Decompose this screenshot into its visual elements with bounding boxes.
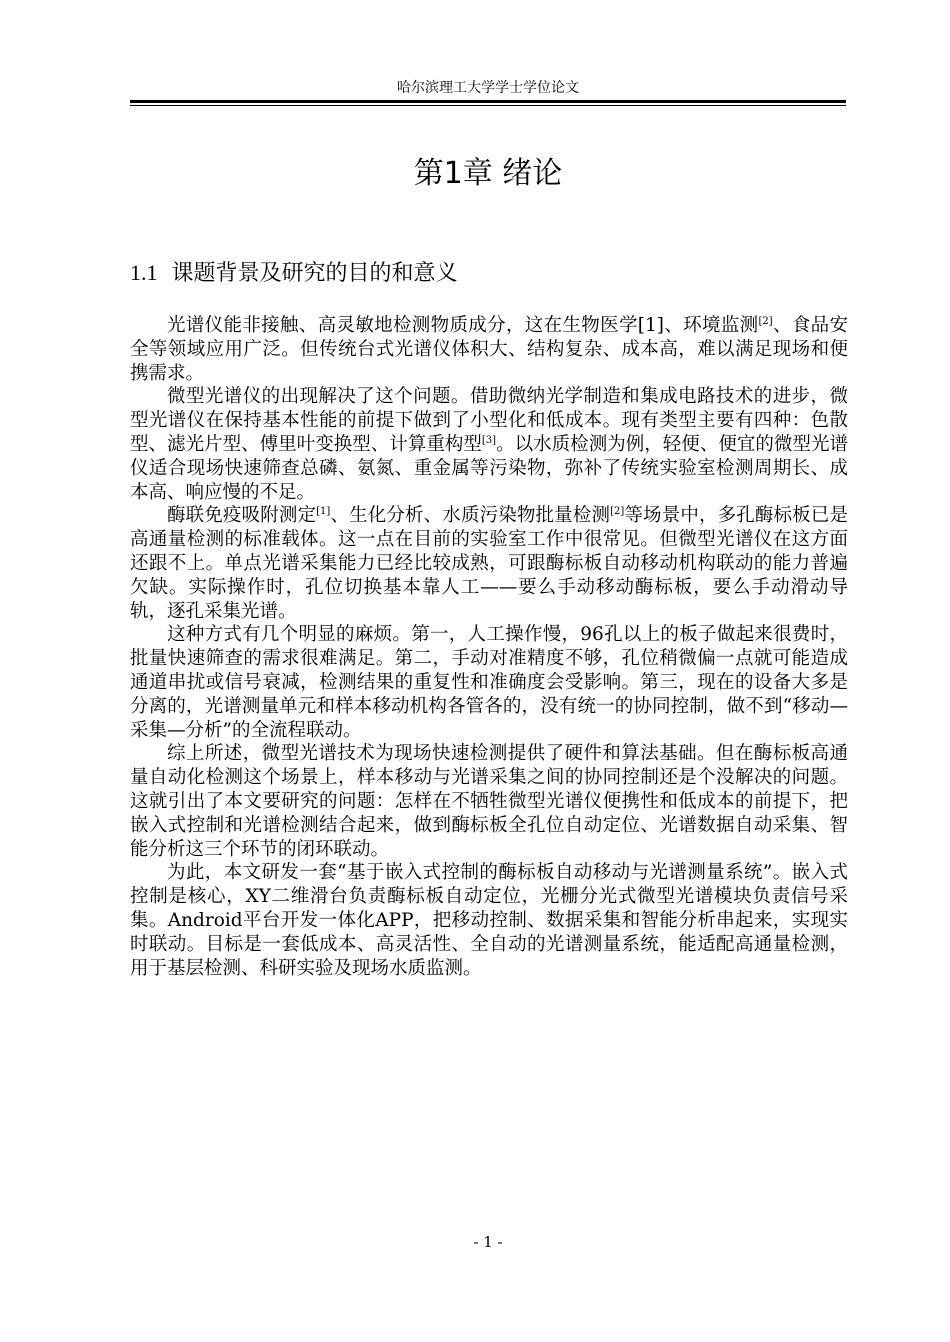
header-rule-thick bbox=[130, 100, 846, 103]
header-rule-thin bbox=[130, 105, 846, 106]
citation-ref: [3] bbox=[481, 434, 497, 446]
paragraph-text: 、食品安全等领域应用广泛。但传统台式光谱仪体积大、结构复杂、成本高，难以满足现场和便携需求。 bbox=[130, 315, 848, 384]
paragraph-4 bbox=[130, 623, 848, 742]
paragraph-text: 、生化分析、水质污染物批量检测 bbox=[330, 505, 611, 527]
paragraph-text: 综上所述，微型光谱技术为现场快速检测提供了硬件和算法基础。但在酶标板高通量自动化检测这个场景上，样本移动与光谱采集之间的协同控制还是个没解决的问题。这就引出了本文要研究的问题：怎样在不牺牲微型光谱仪便携性和低成本的前提下，把嵌入式控制和光谱检测结合起来，做到酶标板全孔位自动定位、光谱数据自动采集、智能分析这三个环节的闭环联动。 bbox=[130, 743, 848, 860]
running-header: 哈尔滨理工大学学士学位论文 bbox=[397, 80, 579, 96]
section-title: 课题背景及研究的目的和意义 bbox=[171, 261, 458, 286]
body-text bbox=[130, 314, 848, 980]
paragraph-5 bbox=[130, 742, 848, 861]
paragraph-text: 这种方式有几个明显的麻烦。第一，人工操作慢，96孔以上的板子做起来很费时，批量快速筛查的需求很难满足。第二，手动对准精度不够，孔位稍微偏一点就可能造成通道串扰或信号衰减，检测结果的重复性和准确度会受影响。第三，现在的设备大多是分离的，光谱测量单元和样本移动机构各管各的，没有统一的协同控制，做不到“移动—采集—分析”的全流程联动。 bbox=[130, 624, 848, 741]
paragraph-text: 微型光谱仪的出现解决了这个问题。借助微纳光学制造和集成电路技术的进步，微型光谱仪在保持基本性能的前提下做到了小型化和低成本。现有类型主要有四种：色散型、滤光片型、傅里叶变换型、计算重构型 bbox=[130, 386, 848, 455]
section-heading bbox=[130, 256, 846, 291]
paragraph-text: 为此，本文研发一套“基于嵌入式控制的酶标板自动移动与光谱测量系统”。嵌入式控制是核心，XY二维滑台负责酶标板自动定位，光栅分光式微型光谱模块负责信号采集。Android平台开发一体化APP，把移动控制、数据采集和智能分析串起来，实现实时联动。目标是一套低成本、高灵活性、全自动的光谱测量系统，能适配高通量检测，用于基层检测、科研实验及现场水质监测。 bbox=[130, 862, 848, 979]
citation-ref: [2] bbox=[758, 316, 773, 327]
paragraph-text: 等场景中，多孔酶标板已是高通量检测的标准载体。这一点在目前的实验室工作中很常见。但微型光谱仪在这方面还跟不上。单点光谱采集能力已经比较成熟，可跟酶标板自动移动机构联动的能力普遍欠缺。实际操作时，孔位切换基本靠人工——要么手动移动酶标板，要么手动滑动导轨，逐孔采集光谱。 bbox=[130, 505, 848, 622]
paragraph-text: 光谱仪能非接触、高灵敏地检测物质成分，这在生物医学[1]、环境监测 bbox=[167, 315, 759, 336]
paragraph-6 bbox=[130, 861, 848, 980]
paragraph-3 bbox=[130, 504, 848, 623]
chapter-title: 第1章 绪论 bbox=[413, 156, 563, 191]
section-number: 1.1 bbox=[130, 260, 158, 285]
citation-ref: [1] bbox=[316, 506, 331, 518]
page-number: - 1 - bbox=[473, 1233, 503, 1251]
citation-ref: [2] bbox=[610, 506, 625, 518]
paragraph-1 bbox=[130, 314, 848, 385]
paragraph-text: 酶联免疫吸附测定 bbox=[167, 505, 317, 527]
paragraph-2 bbox=[130, 385, 848, 504]
paragraph-text: 。以水质检测为例，轻便、便宜的微型光谱仪适合现场快速筛查总磷、氨氮、重金属等污染物，弥补了传统实验室检测周期长、成本高、响应慢的不足。 bbox=[130, 433, 848, 503]
